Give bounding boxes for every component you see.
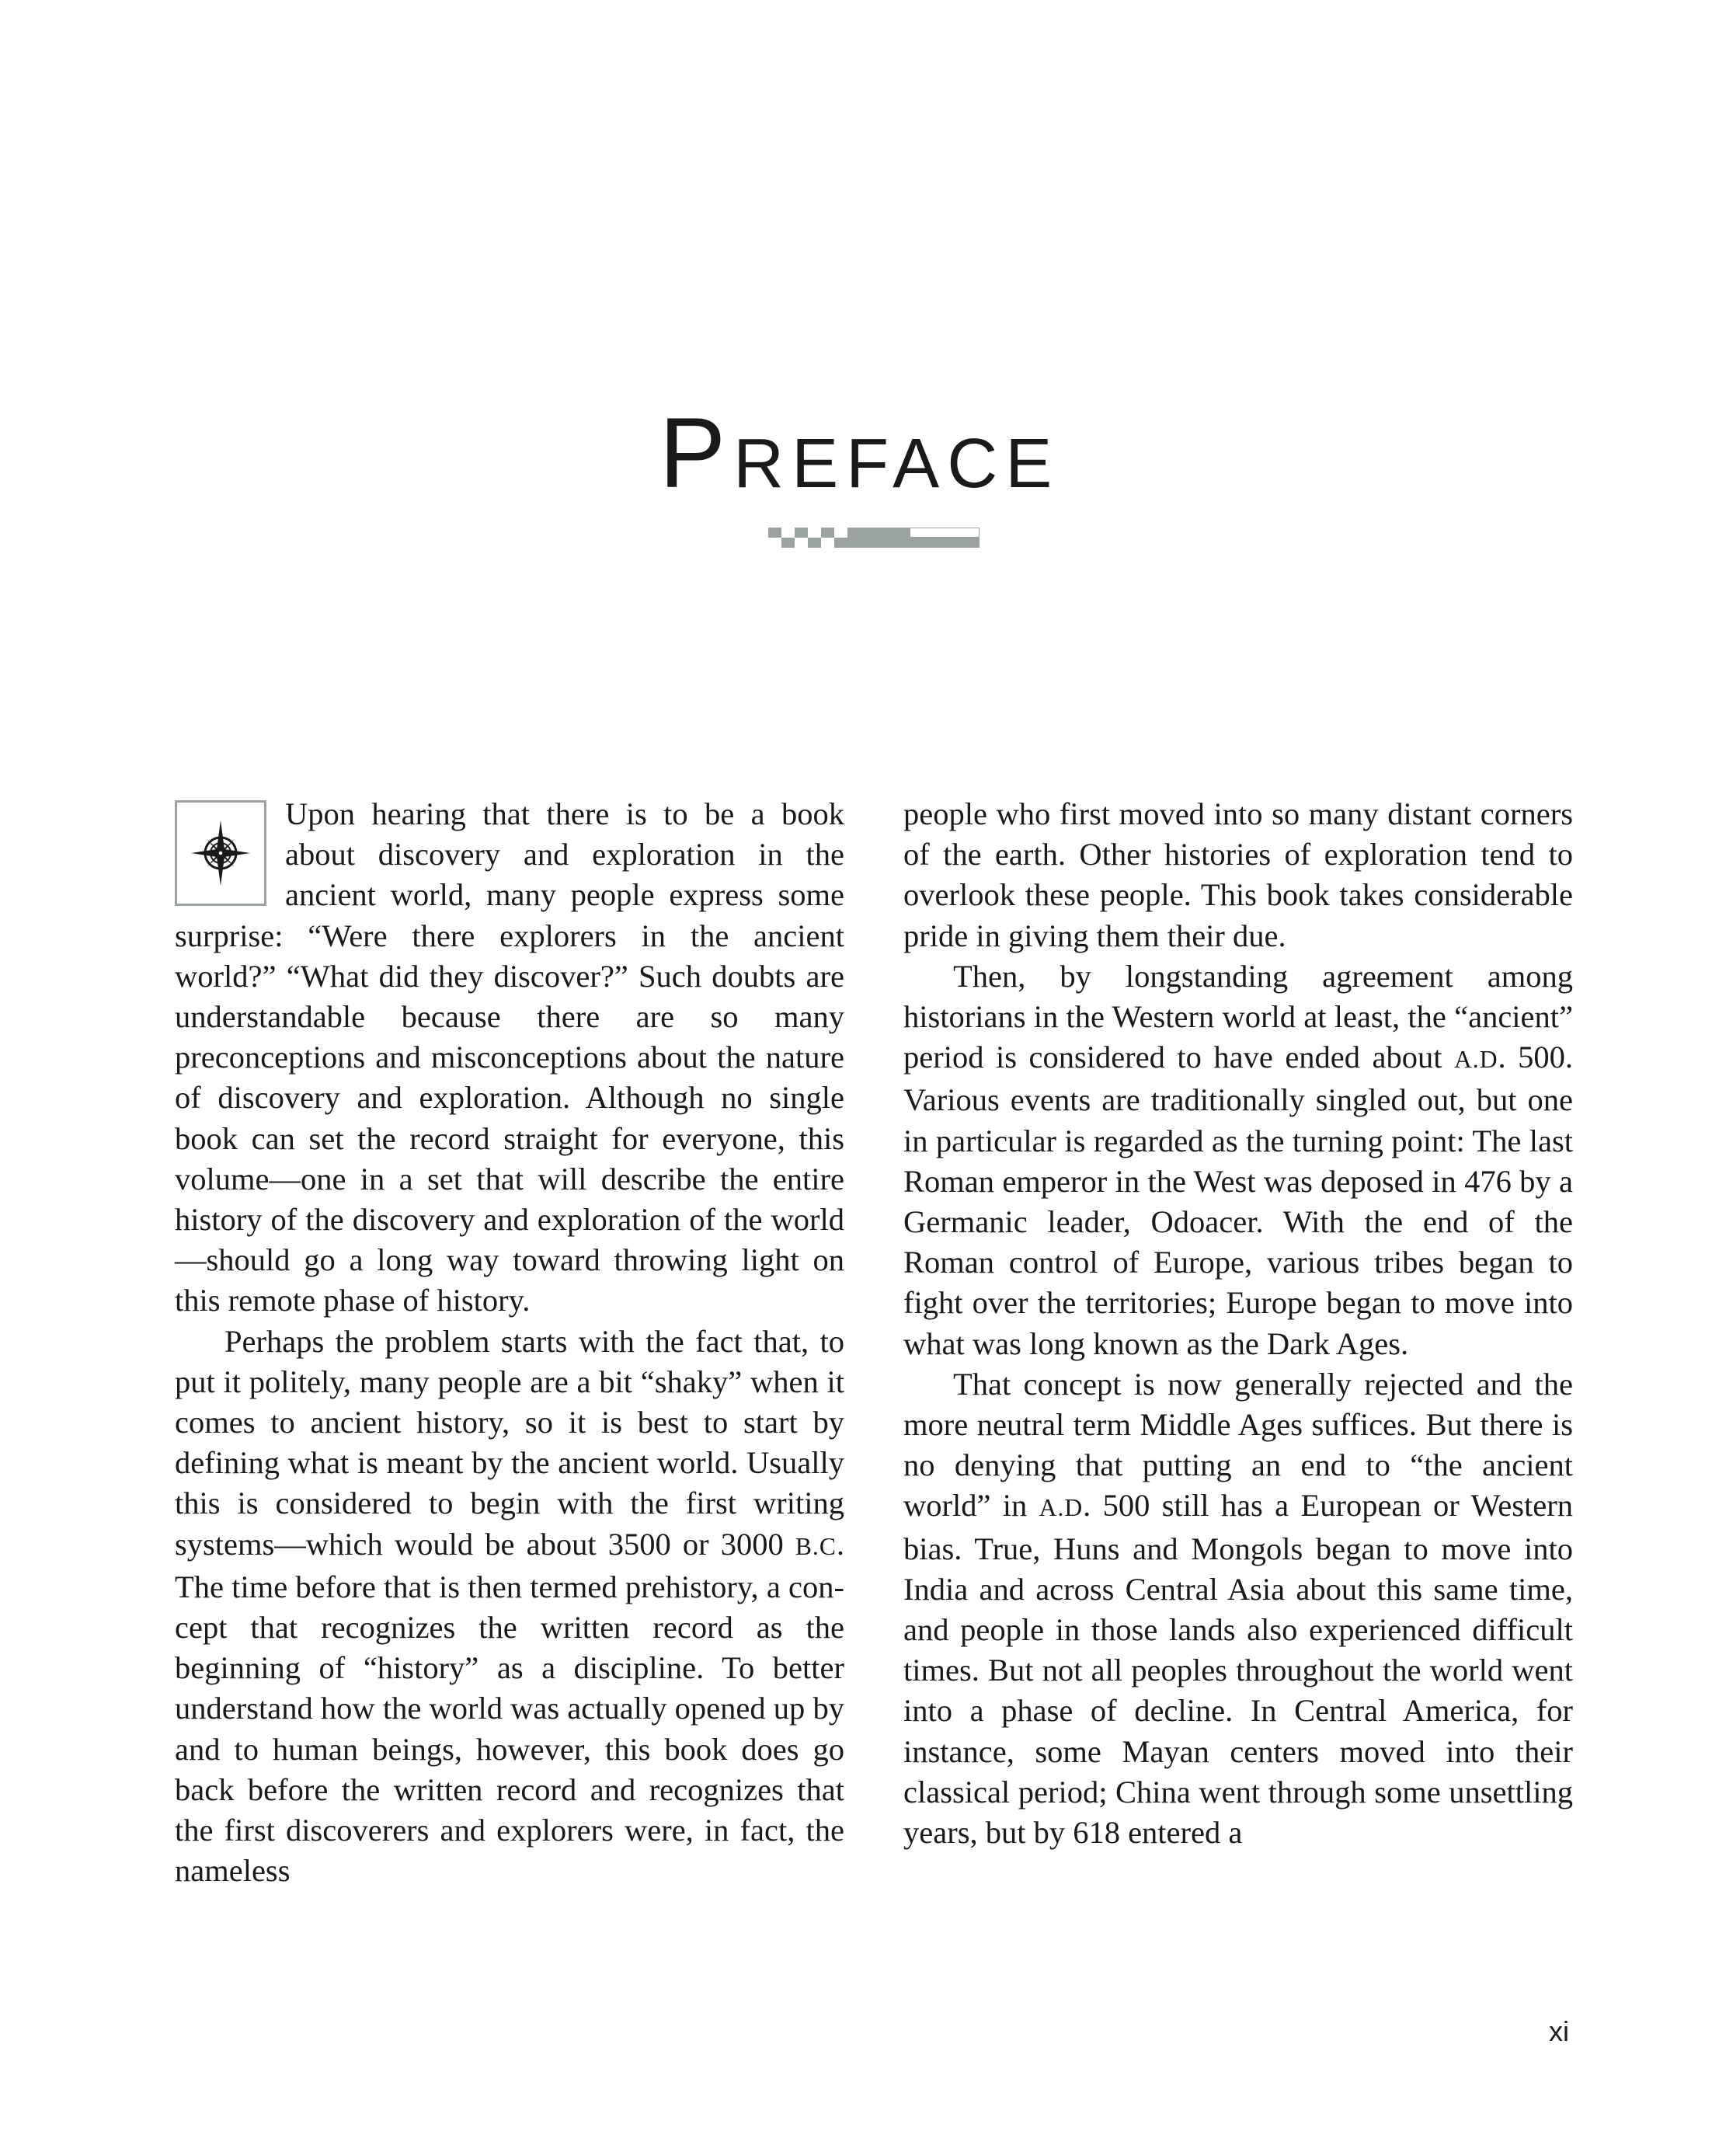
paragraph-3: people who first moved into so many distant corners of the earth. Other histories of exploration tend to overlook these people. This book takes considerable pride in giving them their due. (903, 796, 1573, 953)
page-title: Preface (659, 398, 1060, 509)
era-abbreviation: A.D (1454, 1046, 1498, 1074)
compass-rose-icon (190, 814, 252, 892)
paragraph-2 (175, 1322, 844, 1892)
left-column (175, 794, 844, 1891)
dropcap-box (175, 800, 266, 906)
right-column (903, 794, 1573, 1853)
paragraph-4 (903, 956, 1573, 1364)
era-abbreviation: B.C (795, 1532, 837, 1560)
era-abbreviation: A.D (1039, 1494, 1084, 1522)
paragraph-4-text-a: Then, by longstanding agreement among historians in the Western world at least, the “ancient” period is considered to have ended about (903, 958, 1573, 1075)
paragraph-5-text-b: . 500 still has a European or Western bias. True, Huns and Mongols began to move into India and across Central Asia about this same time, and people in those lands also experienced difficult times. But not all peoples throughout the world went into a phase of decline. In Central America, for instance, some Mayan centers moved into their classical period; China went through some unsettling years, but by 618 entered a (903, 1488, 1574, 1851)
page-number: xi (1549, 2015, 1569, 2047)
paragraph-2-text-b: . The time before that is then termed prehistory, a concept that recognizes the written record as the beginning of “history” as a discipline. To better understand how the world was actually opened up by and to human beings, however, this book does go back before the written record and recognizes that the first discoverers and explorers were, in fact, the nameless (175, 1526, 845, 1889)
paragraph-2-text-a: Perhaps the problem starts with the fact that, to put it politely, many people are a bit “shaky” when it comes to ancient history, so it is best to start by defining what is meant by the ancient world. Usually this is considered to begin with the first writing systems—which would be about 3500 or 3000 (175, 1323, 844, 1562)
paragraph-5-text-a: That concept is now generally rejected and the more neutral term Middle Ages suffices. But there is no denying that putting an end to “the ancient world” in (903, 1366, 1573, 1524)
title-rule-ornament (768, 528, 980, 548)
paragraph-5 (903, 1364, 1573, 1853)
paragraph-4-text-b: . 500. Various events are traditionally singled out, but one in particular is regarded as the turning point: The last Roman emperor in the West was deposed in 476 by a Germanic leader, Odoacer. With the end of the Roman control of Europe, various tribes began to fight over the territories; Europe began to move into what was long known as the Dark Ages. (903, 1040, 1574, 1361)
paragraph-1: Upon hearing that there is to be a book about discovery and exploration in the ancient world, many people express some surprise: “Were there explorers in the ancient world?” “What did they discover?” Such doubts are understandable because there are so many preconceptions and misconceptions about the nature of discovery and exploration. Although no single book can set the record straight for everyone, this volume—one in a set that will describe the entire history of the discovery and exploration of the world—should go a long way toward throwing light on this remote phase of history. (175, 796, 844, 1318)
